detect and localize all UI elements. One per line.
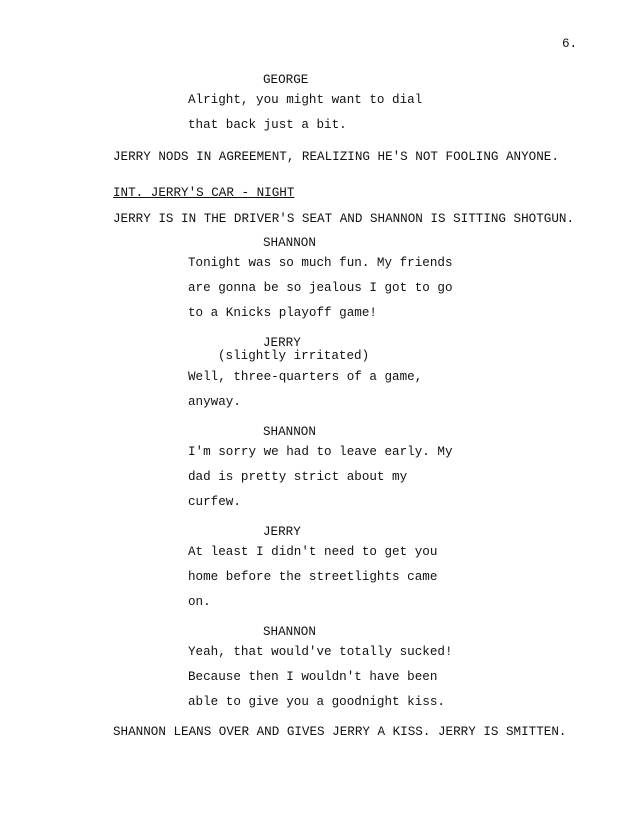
- dialogue-line: curfew.: [188, 495, 241, 509]
- dialogue-line: Yeah, that would've totally sucked!: [188, 645, 453, 659]
- dialogue-line: Tonight was so much fun. My friends: [188, 256, 453, 270]
- dialogue-line: I'm sorry we had to leave early. My: [188, 445, 453, 459]
- dialogue-line: are gonna be so jealous I got to go: [188, 281, 453, 295]
- action-line: JERRY NODS IN AGREEMENT, REALIZING HE'S NOT FOOLING ANYONE.: [113, 150, 559, 164]
- dialogue-line: Well, three-quarters of a game,: [188, 370, 423, 384]
- character-name-shannon: SHANNON: [263, 625, 316, 639]
- action-line: JERRY IS IN THE DRIVER'S SEAT AND SHANNON IS SITTING SHOTGUN.: [113, 212, 575, 226]
- dialogue-line: that back just a bit.: [188, 118, 347, 132]
- dialogue-line: Alright, you might want to dial: [188, 93, 423, 107]
- character-name-george: GEORGE: [263, 73, 309, 87]
- character-name-shannon: SHANNON: [263, 425, 316, 439]
- character-name-jerry: JERRY: [263, 336, 301, 350]
- dialogue-line: Because then I wouldn't have been: [188, 670, 438, 684]
- dialogue-line: to a Knicks playoff game!: [188, 306, 377, 320]
- dialogue-line: on.: [188, 595, 211, 609]
- scene-heading: INT. JERRY'S CAR - NIGHT: [113, 186, 295, 200]
- character-name-shannon: SHANNON: [263, 236, 316, 250]
- page-number: 6.: [562, 37, 578, 51]
- action-line: SHANNON LEANS OVER AND GIVES JERRY A KISS. JERRY IS SMITTEN.: [113, 725, 567, 739]
- dialogue-line: anyway.: [188, 395, 241, 409]
- character-name-jerry: JERRY: [263, 525, 301, 539]
- dialogue-line: home before the streetlights came: [188, 570, 438, 584]
- dialogue-line: dad is pretty strict about my: [188, 470, 408, 484]
- dialogue-line: able to give you a goodnight kiss.: [188, 695, 445, 709]
- dialogue-line: At least I didn't need to get you: [188, 545, 438, 559]
- parenthetical: (slightly irritated): [218, 349, 370, 363]
